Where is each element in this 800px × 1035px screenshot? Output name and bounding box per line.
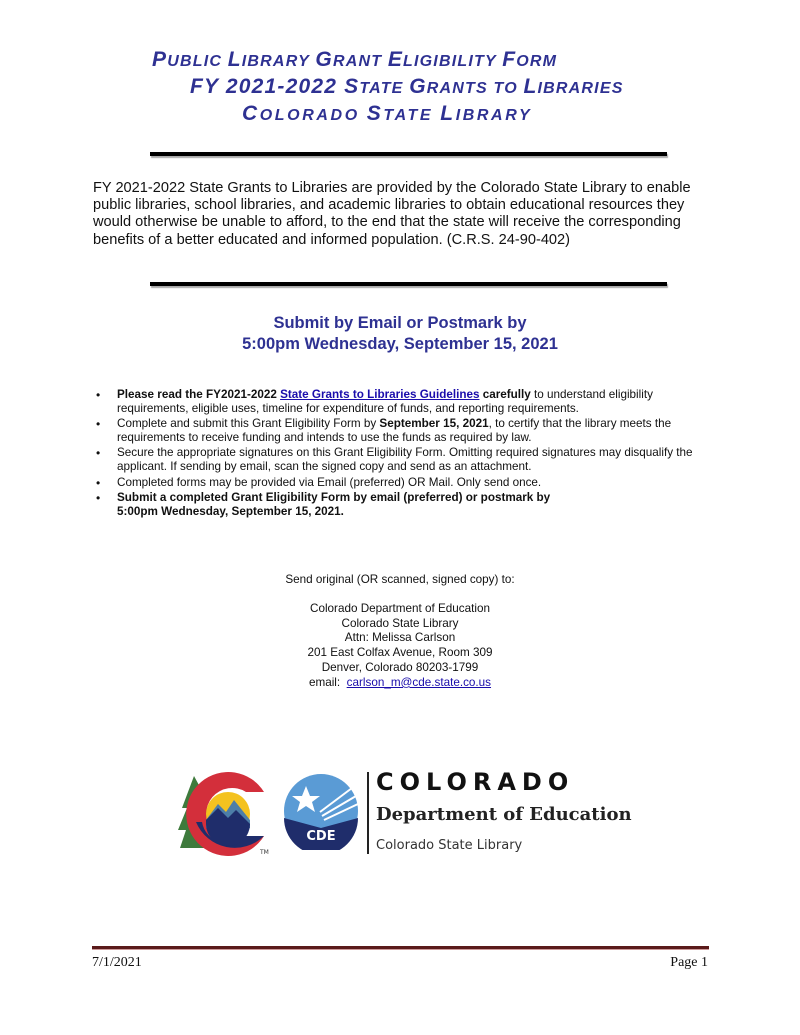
address-line: Denver, Colorado 80203-1799	[321, 660, 479, 674]
bullet-icon: •	[96, 388, 101, 402]
mailing-address-block	[0, 573, 800, 691]
footer-divider	[92, 946, 709, 950]
cde-badge-icon	[282, 772, 360, 850]
address-line: Colorado State Library	[341, 616, 459, 630]
footer-date: 7/1/2021	[92, 955, 142, 970]
svg-text:TM: TM	[260, 849, 269, 856]
list-item: • Submit a completed Grant Eligibility Form by email (preferred) or postmark by 5:00pm Wednesday, September 15, 2021.	[96, 490, 551, 518]
logo-divider	[367, 772, 369, 854]
submit-heading-line-2: 5:00pm Wednesday, September 15, 2021	[242, 335, 558, 353]
bullet-icon: •	[96, 446, 101, 461]
list-item: • Secure the appropriate signatures on this Grant Eligibility Form. Omitting required signatures may disqualify the applicant. If sending by email, scan the signed copy and send as an attachment.	[96, 446, 693, 474]
bullet-icon: •	[96, 490, 101, 505]
page-number: Page 1	[670, 955, 708, 970]
instructions-list	[93, 388, 693, 520]
title-line-3: COLORADO STATE LIBRARY	[242, 102, 533, 125]
list-item: • Completed forms may be provided via Email (preferred) OR Mail. Only send once.	[96, 475, 542, 490]
address-line: 201 East Colfax Avenue, Room 309	[307, 646, 493, 660]
divider-bottom	[150, 282, 667, 286]
intro-paragraph: FY 2021-2022 State Grants to Libraries are provided by the Colorado State Library to enable public libraries, school libraries, and academic libraries to obtain educational resources they would otherwise be unable to afford, to the end that the state will receive the corresponding benefits of a better educated and informed population. (C.R.S. 24-90-402)	[93, 180, 691, 248]
cde-logo	[176, 768, 636, 858]
logo-wordmark: COLORADO	[376, 768, 575, 796]
bullet-icon: •	[96, 475, 101, 490]
list-item: • Please read the FY2021-2022 State Grants to Libraries Guidelines carefully to understand eligibility requirements, eligible uses, timeline for expenditure of funds, and reporting requirements.	[96, 388, 653, 416]
title-line-2: FY 2021-2022 STATE GRANTS TO LIBRARIES	[190, 75, 624, 98]
submit-heading-line-1: Submit by Email or Postmark by	[273, 314, 527, 332]
list-item: • Complete and submit this Grant Eligibility Form by September 15, 2021, to certify that the library meets the requirements to receive funding and intends to use the funds as required by law.	[96, 417, 672, 445]
address-line: Colorado Department of Education	[310, 601, 490, 615]
svg-text:CDE: CDE	[306, 829, 336, 844]
colorado-c-logo-icon	[176, 768, 276, 856]
divider-top	[150, 152, 667, 156]
send-instructions: Send original (OR scanned, signed copy) to:	[285, 573, 515, 586]
logo-department: Department of Education	[376, 804, 632, 825]
logo-division: Colorado State Library	[376, 838, 523, 853]
submit-deadline-heading	[0, 313, 800, 355]
title-line-1: PUBLIC LIBRARY GRANT ELIGIBILITY FORM	[152, 48, 558, 71]
guidelines-link[interactable]: State Grants to Libraries Guidelines	[280, 388, 480, 401]
address-line: Attn: Melissa Carlson	[344, 631, 456, 645]
email-link[interactable]: carlson_m@cde.state.co.us	[346, 675, 492, 689]
email-line: email: carlson_m@cde.state.co.us	[308, 675, 492, 689]
bullet-icon: •	[96, 417, 101, 432]
